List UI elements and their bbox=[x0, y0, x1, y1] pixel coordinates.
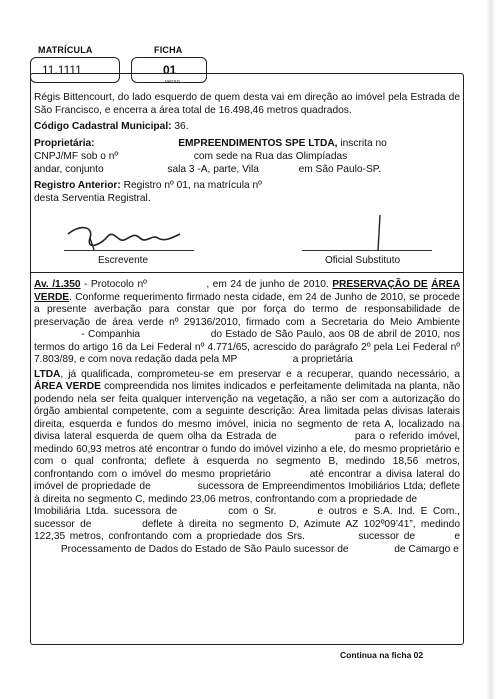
matricula-label: MATRÍCULA bbox=[38, 45, 93, 55]
oficial-label: Oficial Substituto bbox=[325, 255, 401, 266]
p2n-text: Processamento de Dados do Estado de São Paulo sucessor de bbox=[58, 543, 352, 555]
proprietaria-line bbox=[34, 138, 460, 151]
p2j-text: S.A. Ind. E Com., sucessor de bbox=[34, 506, 461, 530]
proprietaria-line-3 bbox=[34, 164, 460, 177]
registro-line-2: desta Serventia Registral. bbox=[34, 192, 151, 204]
ficha-label: FICHA bbox=[154, 45, 183, 55]
p2f-text: Empreendimentos Imobiliários Ltda; deflete à direita no segmento C, medindo 23,06 metros, confrontando com a propriedade de bbox=[34, 481, 460, 505]
titulo-b: ÁREA VERDE bbox=[34, 279, 461, 303]
p2c-text: para o referido imóvel, medindo 60,93 metros até encontrar o fundo do imóvel vizinho a ele, do mesmo proprietário e com o qual confronta; deflete à esquerda no segmento B, medindo 18,56 metros, confrontando com o imóvel do mesmo proprietário bbox=[34, 431, 460, 480]
registro-text: Registro nº 01, na matrícula nº bbox=[120, 180, 262, 192]
proprietaria-line-2 bbox=[34, 151, 460, 164]
scan-edge bbox=[486, 0, 496, 699]
averbacao-paragraph-1 bbox=[34, 279, 460, 367]
ficha-value: 01 bbox=[163, 63, 177, 77]
top-block bbox=[34, 92, 460, 206]
sede-text: com sede na Rua das Olimpíadas bbox=[190, 150, 348, 162]
p1-text: . Conforme requerimento firmado nesta cidade, em 24 de Junho de 2010, se procede a presente averbação para constar que por força do termo de responsabilidade de preservação de área verde nº 29136/2010, firmado com a Secretaria do Meio Ambiente bbox=[34, 291, 460, 328]
matricula-value: 11.1111 bbox=[42, 63, 82, 77]
registro-line bbox=[34, 180, 460, 193]
p2h-text: com o Sr. bbox=[222, 506, 282, 517]
signature-official bbox=[320, 213, 440, 253]
protocolo-text: - Protocolo nº bbox=[80, 279, 151, 290]
area-verde-label: ÁREA VERDE bbox=[34, 381, 101, 392]
p1c-text: do Estado de São Paulo, aos 08 de abril de 2010, nos termos do artigo 16 da Lei Federal nº 4.771/65, acrescido do parágrafo 2º pela Lei Federal nº 7.803/89, e com nova redação dada pela MP bbox=[34, 329, 460, 365]
p2m-text: e bbox=[449, 531, 460, 542]
escrevente-label: Escrevente bbox=[98, 255, 149, 266]
registro-label: Registro Anterior: bbox=[34, 180, 121, 192]
p1d-text: a proprietária bbox=[289, 354, 353, 365]
andar-text: andar, conjunto bbox=[34, 163, 107, 175]
averbacao-paragraph-2 bbox=[34, 369, 460, 557]
continua-label: Continua na ficha 02 bbox=[340, 650, 424, 660]
p2-text: , já qualificada, comprometeu-se em preservar e a recuperar, quando necessário, a bbox=[60, 368, 460, 380]
proprietaria-name: EMPREENDIMENTOS SPE LTDA, bbox=[178, 138, 338, 150]
signature-scribble bbox=[60, 220, 210, 254]
titulo-a: PRESERVAÇÃO DE bbox=[332, 279, 428, 290]
signature-line-left bbox=[64, 250, 194, 251]
proprietaria-label: Proprietária: bbox=[34, 138, 95, 150]
p2k-text: deflete à direita no segmento D, Azimute AZ 102º09’41”, medindo 122,35 metros, confrontando com a propriedade dos Srs. bbox=[34, 518, 460, 542]
p1b-text: - Companhia bbox=[78, 329, 144, 340]
cidade-text: em São Paulo-SP. bbox=[295, 163, 382, 175]
codigo-line bbox=[34, 121, 460, 134]
codigo-label: Código Cadastral Municipal: bbox=[34, 121, 175, 133]
codigo-value: 36. bbox=[174, 121, 189, 133]
proprietaria-after: inscrita no bbox=[337, 138, 387, 150]
signature-line-right bbox=[302, 250, 432, 251]
p2l-text: sucessor de bbox=[353, 531, 420, 542]
p2d-text: até encontrar a divisa lateral do imóvel de propriedade de bbox=[34, 468, 460, 492]
verso-label: verso bbox=[165, 79, 180, 85]
divider bbox=[30, 272, 464, 273]
p2i-text: e outros e bbox=[311, 506, 374, 517]
data-text: , em 24 de junho de 2010. bbox=[206, 279, 333, 290]
p2o-text: de Camargo e bbox=[391, 543, 459, 555]
av-label: Av. /1.350 bbox=[34, 279, 81, 290]
paragraph-1: Régis Bittencourt, do lado esquerdo de quem desta vai em direção ao imóvel pela Estrada de São Francisco, e encerra a área total de 16.498,46 metros quadrados. bbox=[34, 92, 460, 116]
averbacao-block bbox=[34, 279, 460, 556]
ltda-label: LTDA bbox=[34, 368, 61, 380]
p2b-text: compreendida nos limites indicados e perfeitamente delimitada na planta, não podendo nela ser feita qualquer intervenção na vegetação, a não ser com a autorização do órgão ambiental competente, com a seguinte descrição: Área limitada pelas divisas laterais direita, esquerda e fundos do mesmo imóvel, inicia no segmento de reta A, localizado na divisa lateral esquerda de quem olha da Estrada de bbox=[34, 381, 461, 442]
cnpj-text: CNPJ/MF sob o nº bbox=[34, 150, 121, 162]
p2g-text: Imobiliária Ltda. sucessora de bbox=[34, 506, 183, 517]
p2e-text: sucessora de bbox=[194, 481, 263, 492]
sala-text: sala 3 -A, parte, Vila bbox=[164, 163, 262, 175]
